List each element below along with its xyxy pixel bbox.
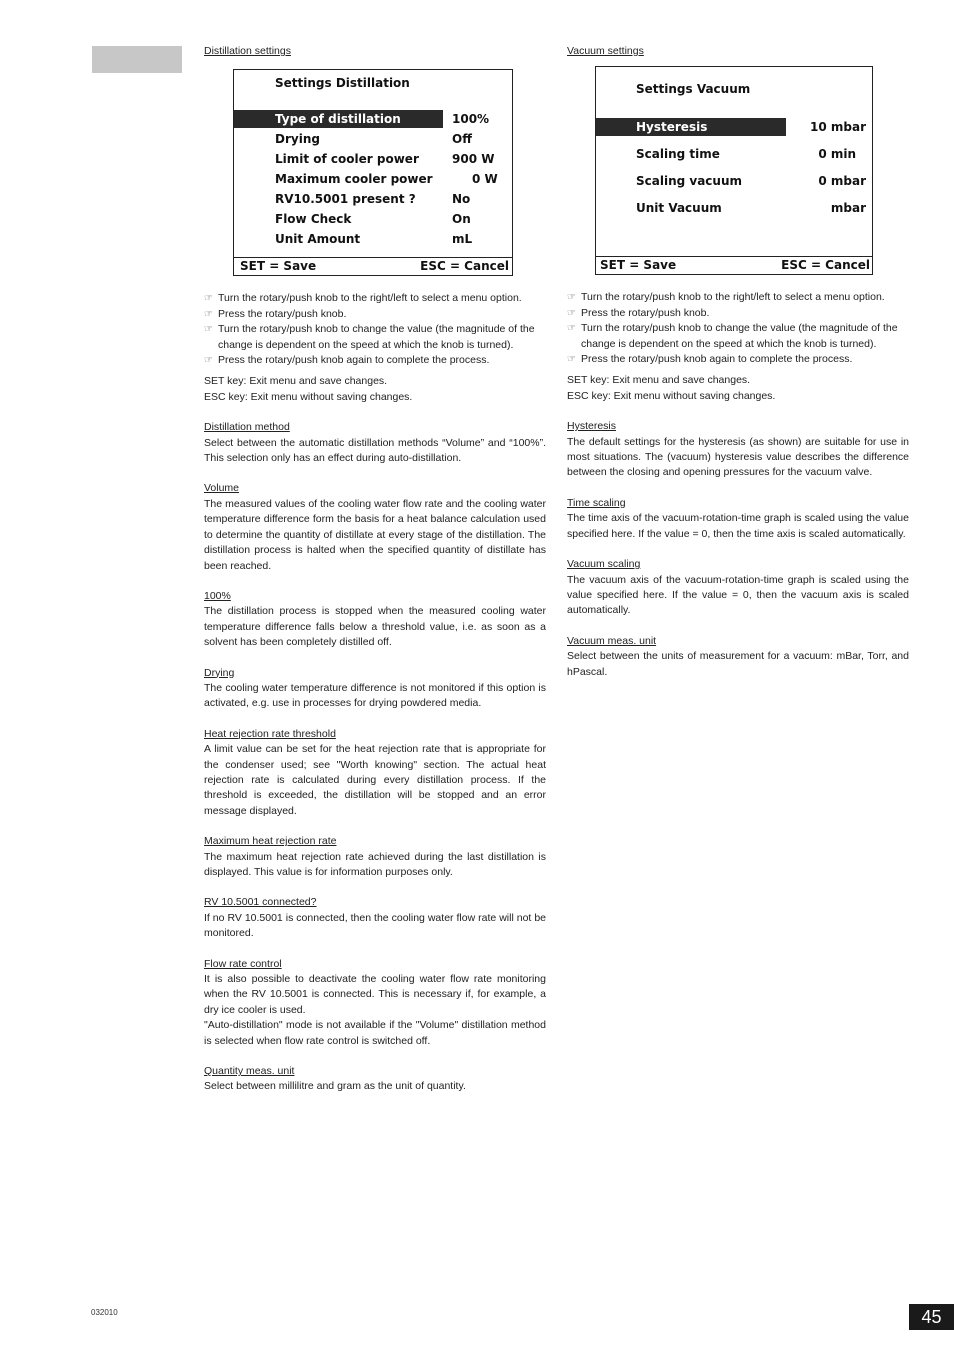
instruction-steps: [567, 290, 909, 367]
pointing-hand-icon: ☞: [567, 292, 576, 304]
left-column-title: Distillation settings: [204, 45, 291, 57]
section-heading: Flow rate control: [204, 957, 282, 970]
screen-footer-save: SET = Save: [240, 259, 317, 274]
instruction-step: ☞ Press the rotary/push knob again to complete the process.: [204, 353, 546, 368]
section-max-heat-rejection: [204, 834, 546, 880]
screen-footer: [596, 256, 872, 274]
pointing-hand-icon: ☞: [567, 354, 576, 366]
screen-row-selected: [234, 110, 512, 128]
screen-row-label: Scaling time: [636, 147, 720, 162]
screen-row-value: mL: [452, 232, 473, 247]
screen-row: [596, 199, 872, 217]
section-text: A limit value can be set for the heat rejection rate that is appropriate for the condenser used; see "Worth knowing" section. The actual heat rejection rate is calculated during every distillation process. If the threshold is exceeded, the distillation will be stopped and an error message displayed.: [204, 743, 546, 817]
screen-row-value: Off: [452, 132, 472, 147]
section-heading: RV 10.5001 connected?: [204, 896, 317, 909]
vacuum-settings-screen: [595, 66, 873, 275]
section-text: The default settings for the hysteresis (as shown) are suitable for use in most situations. The (vacuum) hysteresis value describes the difference between the closing and opening pressures for the vacuum valve.: [567, 435, 909, 479]
screen-row: [234, 150, 512, 168]
pointing-hand-icon: ☞: [567, 307, 576, 319]
section-heading: Time scaling: [567, 496, 626, 509]
screen-row-label: Hysteresis: [636, 120, 708, 135]
pointing-hand-icon: ☞: [204, 293, 213, 305]
screen-row-label: Unit Vacuum: [636, 201, 722, 216]
section-vacuum-unit: [567, 634, 909, 680]
instruction-step: ☞ Press the rotary/push knob.: [204, 307, 546, 322]
screen-row-label: Maximum cooler power: [275, 172, 433, 187]
section-heading: Maximum heat rejection rate: [204, 835, 337, 848]
instruction-step: ☞ Turn the rotary/push knob to the right/left to select a menu option.: [204, 291, 546, 306]
section-text: The vacuum axis of the vacuum-rotation-time graph is scaled using the value specified here. If the value = 0, then the vacuum axis is scaled automatically.: [567, 573, 909, 617]
screen-footer: [234, 257, 512, 275]
screen-row-value: 0 mbar: [818, 174, 866, 189]
screen-row-value: 900 W: [452, 152, 495, 167]
section-heat-rejection-threshold: [204, 727, 546, 819]
screen-footer-cancel: ESC = Cancel: [420, 259, 509, 274]
section-text: Select between the automatic distillation methods “Volume” and “100%”. This selection only has an effect during auto-distillation.: [204, 436, 546, 465]
right-column-title: Vacuum settings: [567, 45, 644, 57]
screen-row-value: 0 min: [818, 147, 856, 162]
section-volume: [204, 481, 546, 573]
screen-title: Settings Distillation: [275, 76, 410, 91]
screen-row-label: Unit Amount: [275, 232, 361, 247]
key-notes: [567, 373, 909, 404]
instruction-steps: [204, 291, 546, 368]
screen-row-label: Drying: [275, 132, 320, 147]
screen-row: [596, 172, 872, 190]
screen-title: Settings Vacuum: [636, 82, 751, 97]
section-heading: 100%: [204, 589, 231, 602]
section-text-2: "Auto-distillation" mode is not available if the "Volume" distillation method is selected when flow rate control is switched off.: [204, 1019, 546, 1047]
section-text: The distillation process is stopped when the measured cooling water temperature difference falls below a threshold value, i.e. as soon as a solvent has been completely distilled off.: [204, 605, 546, 649]
section-quantity-unit: [204, 1064, 546, 1095]
set-key-note: SET key: Exit menu and save changes.: [204, 375, 388, 388]
section-text: The measured values of the cooling water flow rate and the cooling water temperature difference form the basis for a heat balance calculation used to determine the quantity of distillate at every stage of the distillation. The distillation process is halted when the specified quantity of distillate has been reached.: [204, 497, 546, 572]
section-text: Select between millilitre and gram as the unit of quantity.: [204, 1080, 466, 1093]
section-vacuum-scaling: [567, 557, 909, 619]
section-distillation-method: [204, 420, 546, 466]
screen-row-label: Flow Check: [275, 212, 352, 227]
section-heading: Heat rejection rate threshold: [204, 727, 336, 740]
section-heading: Volume: [204, 482, 240, 495]
section-heading: Quantity meas. unit: [204, 1065, 295, 1078]
screen-row-value: On: [452, 212, 471, 227]
section-heading: Drying: [204, 666, 235, 679]
section-text: The time axis of the vacuum-rotation-time graph is scaled using the value specified here. If the value = 0, then the time axis is scaled automatically.: [567, 512, 909, 540]
esc-key-note: ESC key: Exit menu without saving changes.: [204, 390, 413, 403]
set-key-note: SET key: Exit menu and save changes.: [567, 374, 751, 387]
right-column: [567, 44, 909, 680]
screen-footer-cancel: ESC = Cancel: [781, 258, 870, 273]
section-time-scaling: [567, 496, 909, 542]
screen-row-value: 100%: [452, 112, 490, 127]
section-text: If no RV 10.5001 is connected, then the cooling water flow rate will not be monitored.: [204, 911, 546, 940]
section-heading: Vacuum scaling: [567, 558, 641, 571]
screen-row: [234, 130, 512, 148]
screen-row-value: 10 mbar: [810, 120, 866, 135]
section-text: The maximum heat rejection rate achieved during the last distillation is displayed. This value is for information purposes only.: [204, 850, 546, 878]
screen-row: [234, 190, 512, 208]
screen-row-value: mbar: [830, 201, 866, 216]
screen-row-label: RV10.5001 present ?: [275, 192, 416, 207]
pointing-hand-icon: ☞: [204, 308, 213, 320]
instruction-step: ☞ Turn the rotary/push knob to change the value (the magnitude of the change is dependent on the speed at which the knob is turned).: [204, 323, 535, 351]
pointing-hand-icon: ☞: [204, 324, 213, 336]
screen-row-label: Type of distillation: [275, 112, 401, 127]
document-code: 032010: [91, 1308, 118, 1317]
section-heading: Hysteresis: [567, 420, 617, 433]
distillation-settings-screen: [233, 69, 513, 276]
section-drying: [204, 666, 546, 712]
left-column: [204, 44, 546, 1095]
screen-row: [234, 230, 512, 248]
section-tab-marker: [92, 46, 182, 73]
section-flow-rate-control: [204, 957, 546, 1049]
screen-row: [596, 145, 872, 163]
page-number: 45: [909, 1304, 954, 1330]
pointing-hand-icon: ☞: [204, 355, 213, 367]
section-text: The cooling water temperature difference is not monitored if this option is activated, e.g. use in processes for drying powdered media.: [204, 681, 546, 710]
screen-row-value: 0 W: [472, 172, 498, 187]
key-notes: [204, 374, 546, 405]
screen-row-selected: [596, 118, 872, 136]
esc-key-note: ESC key: Exit menu without saving changes.: [567, 389, 776, 402]
section-rv-connected: [204, 895, 546, 941]
section-text: Select between the units of measurement for a vacuum: mBar, Torr, and hPascal.: [567, 650, 909, 678]
section-heading: Distillation method: [204, 421, 290, 434]
section-100-percent: [204, 589, 546, 651]
screen-row: [234, 210, 512, 228]
screen-row: [234, 170, 512, 188]
instruction-step: ☞ Press the rotary/push knob.: [567, 306, 909, 321]
instruction-step: ☞ Press the rotary/push knob again to complete the process.: [567, 352, 909, 367]
screen-row-label: Limit of cooler power: [275, 152, 419, 167]
instruction-step: ☞ Turn the rotary/push knob to the right/left to select a menu option.: [567, 290, 909, 305]
screen-row-label: Scaling vacuum: [636, 174, 743, 189]
screen-row-value: No: [452, 192, 471, 207]
instruction-step: ☞ Turn the rotary/push knob to change the value (the magnitude of the change is dependent on the speed at which the knob is turned).: [567, 322, 898, 350]
section-heading: Vacuum meas. unit: [567, 634, 657, 647]
screen-footer-save: SET = Save: [600, 258, 677, 273]
section-text: It is also possible to deactivate the cooling water flow rate monitoring when the RV 10.5001 is connected. This is necessary if, for example, a dry ice cooler is used.: [204, 973, 546, 1016]
section-hysteresis: [567, 419, 909, 481]
pointing-hand-icon: ☞: [567, 323, 576, 335]
